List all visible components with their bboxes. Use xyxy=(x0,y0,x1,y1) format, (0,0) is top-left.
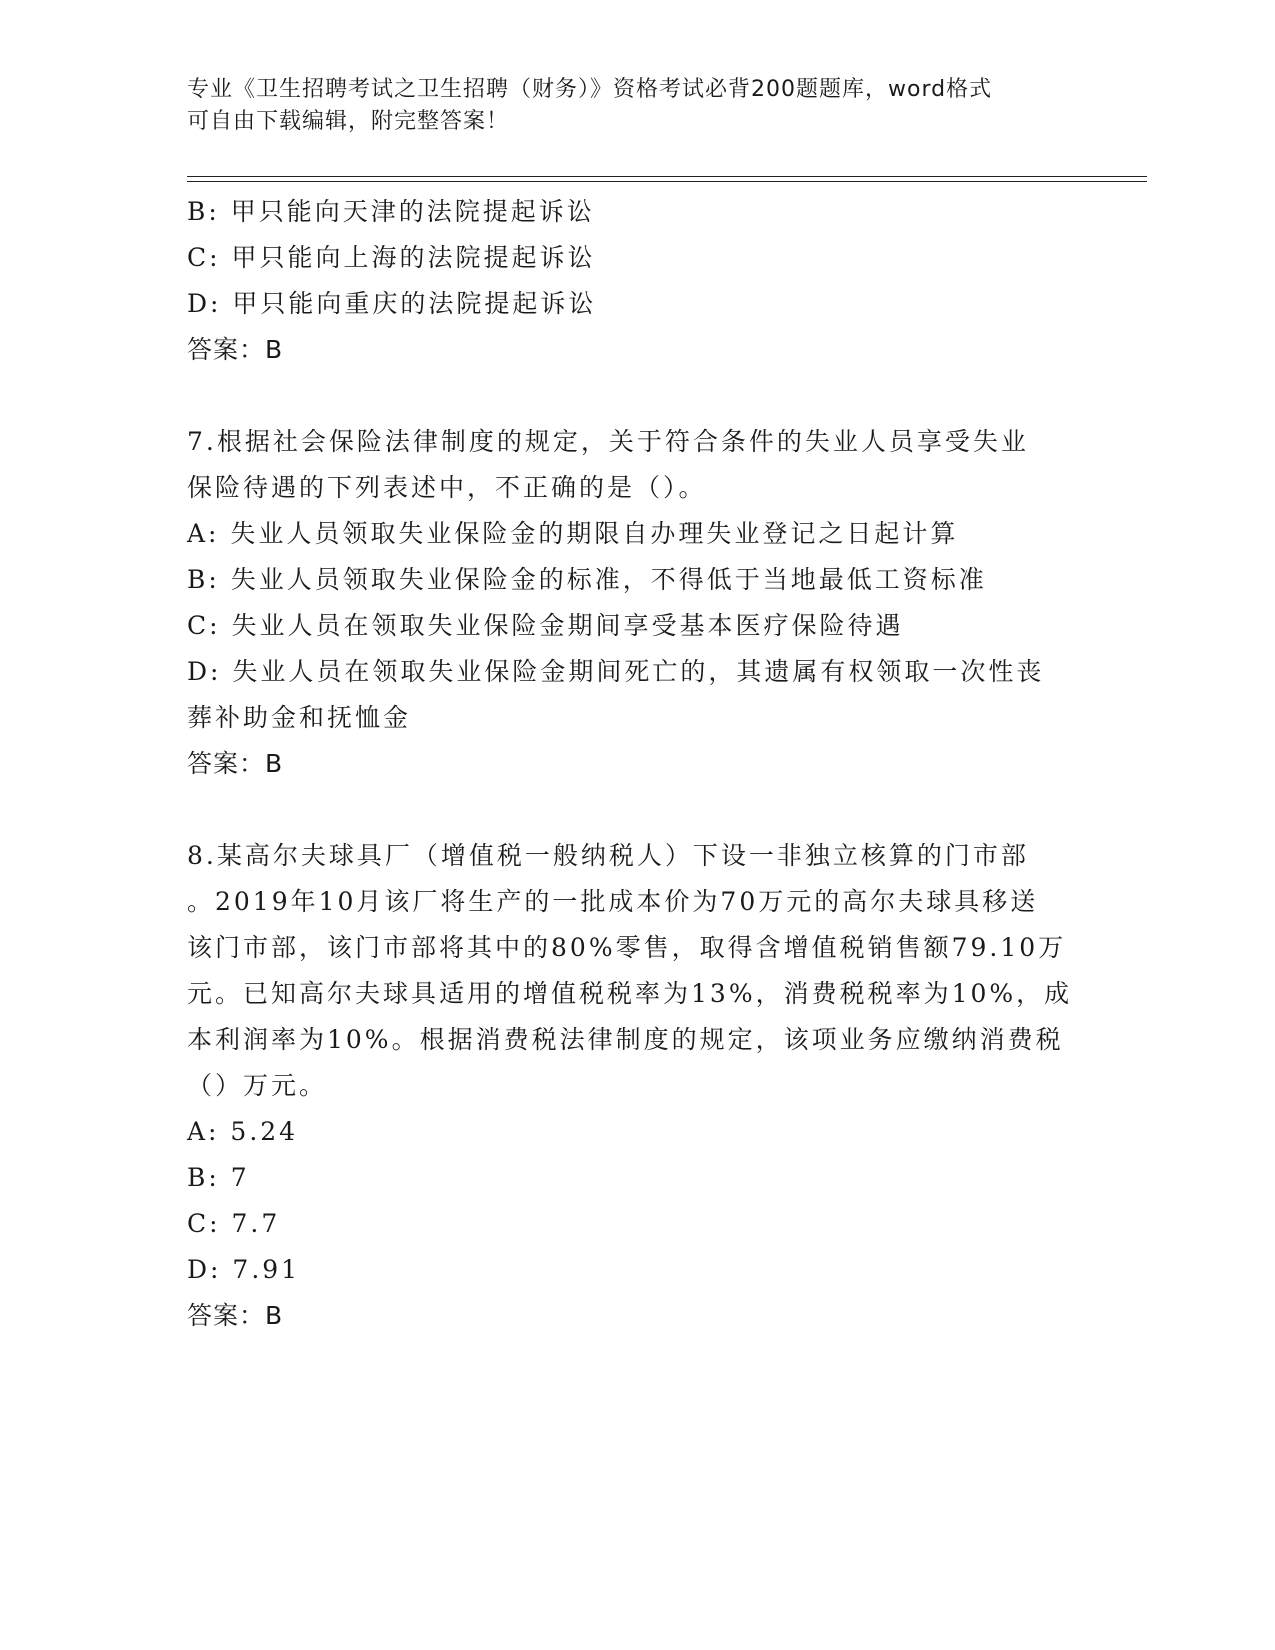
question-6-continued xyxy=(187,189,1087,373)
document-body xyxy=(187,189,1087,1339)
question-8 xyxy=(187,833,1087,1339)
question-stem-line: 。2019年10月该厂将生产的一批成本价为70万元的高尔夫球具移送 xyxy=(187,887,1039,916)
question-7 xyxy=(187,419,1087,787)
option-c: C: 7.7 xyxy=(187,1209,281,1238)
document-header xyxy=(187,74,1087,138)
option-c: C: 失业人员在领取失业保险金期间享受基本医疗保险待遇 xyxy=(187,611,904,640)
header-divider-bottom xyxy=(187,181,1147,182)
option-a: A: 5.24 xyxy=(187,1117,299,1146)
spacer xyxy=(187,373,1087,419)
option-b: B: 失业人员领取失业保险金的标准，不得低于当地最低工资标准 xyxy=(187,565,987,594)
answer: 答案：B xyxy=(187,749,284,778)
question-stem-line: 该门市部，该门市部将其中的80%零售，取得含增值税销售额79.10万 xyxy=(187,933,1067,962)
option-a: A: 失业人员领取失业保险金的期限自办理失业登记之日起计算 xyxy=(187,519,959,548)
question-stem-line: 7.根据社会保险法律制度的规定，关于符合条件的失业人员享受失业 xyxy=(187,427,1029,456)
question-stem-line: 保险待遇的下列表述中，不正确的是（）。 xyxy=(187,473,707,502)
header-line-2: 可自由下载编辑，附完整答案！ xyxy=(187,109,510,134)
answer: 答案：B xyxy=(187,335,284,364)
option-d: D: 7.91 xyxy=(187,1255,301,1284)
option-d: D: 甲只能向重庆的法院提起诉讼 xyxy=(187,289,597,318)
header-divider-top xyxy=(187,176,1147,177)
question-stem-line: 本利润率为10%。根据消费税法律制度的规定，该项业务应缴纳消费税 xyxy=(187,1025,1064,1054)
question-stem-line: （）万元。 xyxy=(187,1071,328,1100)
option-b: B: 7 xyxy=(187,1163,250,1192)
option-d: D: 失业人员在领取失业保险金期间死亡的，其遗属有权领取一次性丧 xyxy=(187,657,1045,686)
option-d-continued: 葬补助金和抚恤金 xyxy=(187,703,412,732)
question-stem-line: 元。已知高尔夫球具适用的增值税税率为13%，消费税税率为10%，成 xyxy=(187,979,1073,1008)
option-c: C: 甲只能向上海的法院提起诉讼 xyxy=(187,243,596,272)
option-b: B: 甲只能向天津的法院提起诉讼 xyxy=(187,197,595,226)
header-line-1: 专业《卫生招聘考试之卫生招聘（财务）》资格考试必背200题题库，word格式 xyxy=(187,77,993,102)
question-stem-line: 8.某高尔夫球具厂（增值税一般纳税人）下设一非独立核算的门市部 xyxy=(187,841,1029,870)
answer: 答案：B xyxy=(187,1301,284,1330)
spacer xyxy=(187,787,1087,833)
